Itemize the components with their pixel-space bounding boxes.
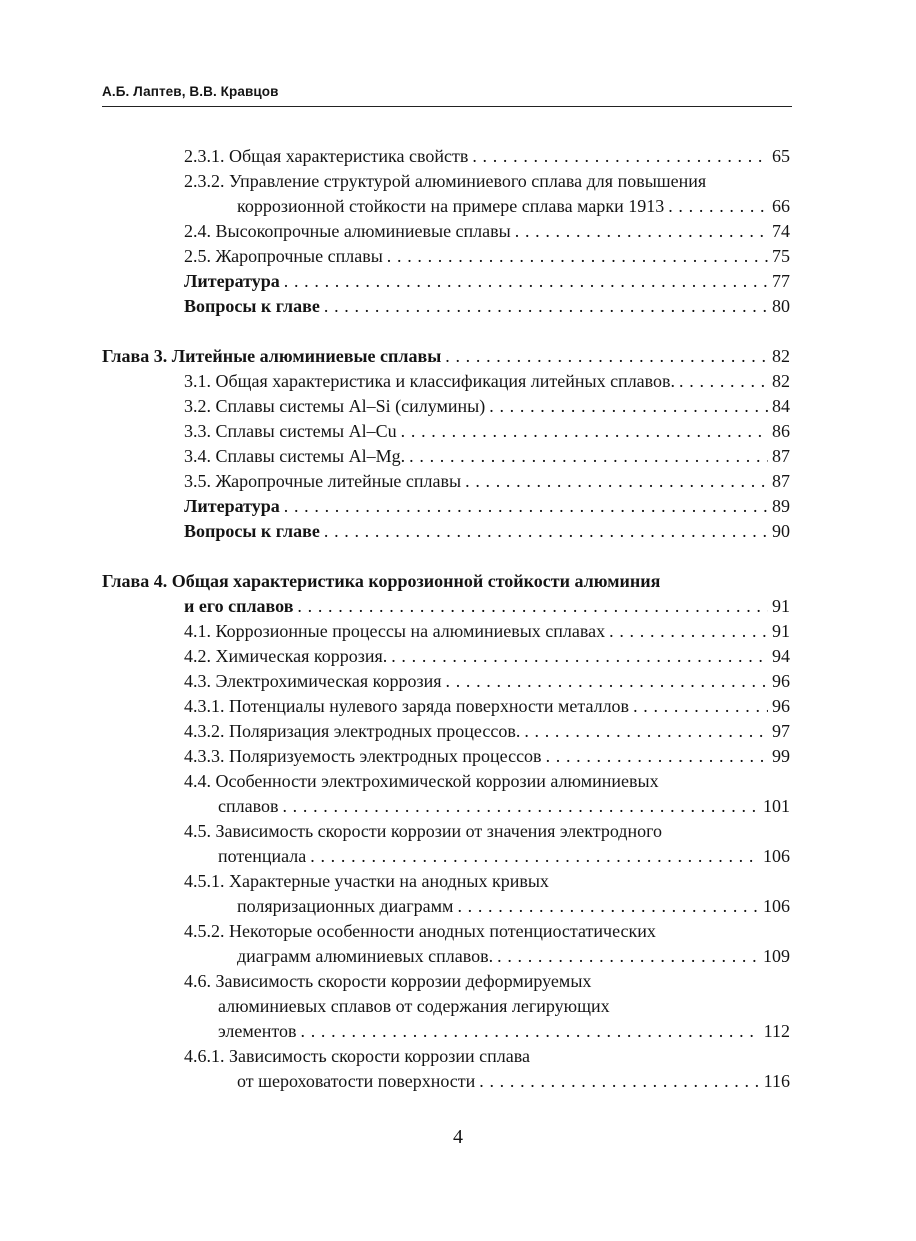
toc-entry-title: 3.1. Общая характеристика и классификация литейных сплавов.: [184, 371, 676, 391]
toc-entry-title: 4.1. Коррозионные процессы на алюминиевых сплавах: [184, 621, 606, 641]
toc-entry-title: 2.4. Высокопрочные алюминиевые сплавы: [184, 221, 511, 241]
toc-entry-page: 99: [772, 746, 790, 766]
toc-entry-title: сплавов: [218, 796, 279, 816]
toc-entry-title[interactable]: 4.5.2. Некоторые особенности анодных потенциостатических: [184, 921, 656, 941]
toc-entry-title: элементов: [218, 1021, 297, 1041]
dot-leader: [397, 419, 768, 444]
dot-leader: [511, 219, 768, 244]
toc-entry-page: 112: [763, 1021, 790, 1041]
toc-entry[interactable]: [184, 719, 790, 744]
dot-leader: [320, 294, 768, 319]
toc-entry[interactable]: [184, 244, 790, 269]
toc-entry-title: 4.3. Электрохимическая коррозия: [184, 671, 442, 691]
toc-entry[interactable]: [237, 894, 790, 919]
dot-leader: [441, 344, 768, 369]
toc-chapter[interactable]: [184, 594, 790, 619]
toc-entry[interactable]: [184, 394, 790, 419]
toc-entry-title: от шероховатости поверхности: [237, 1071, 476, 1091]
toc-entry-page: 77: [772, 271, 790, 291]
dot-leader: [664, 194, 768, 219]
toc-entry-title: Вопросы к главе: [184, 521, 320, 541]
toc-entry-title[interactable]: 4.6.1. Зависимость скорости коррозии сплава: [184, 1046, 530, 1066]
toc-entry-page: 80: [772, 296, 790, 316]
dot-leader: [383, 244, 768, 269]
toc-entry-title[interactable]: 4.5. Зависимость скорости коррозии от значения электродного: [184, 821, 663, 841]
toc-chapter-title: Глава 3. Литейные алюминиевые сплавы: [102, 346, 442, 366]
dot-leader: [542, 744, 768, 769]
toc-entry-page: 82: [772, 346, 790, 366]
dot-leader: [493, 944, 759, 969]
dot-leader: [278, 794, 759, 819]
dot-leader: [297, 1019, 760, 1044]
toc-entry[interactable]: [184, 219, 790, 244]
toc-entry[interactable]: [184, 519, 790, 544]
toc-entry-title: Литература: [184, 271, 280, 291]
toc-entry[interactable]: [184, 669, 790, 694]
toc-entry[interactable]: [218, 844, 790, 869]
toc-entry[interactable]: [184, 694, 790, 719]
toc-entry-page: 86: [772, 421, 790, 441]
toc-entry[interactable]: [184, 419, 790, 444]
header-rule: [102, 106, 792, 107]
toc-entry-title: Вопросы к главе: [184, 296, 320, 316]
page-number: 4: [453, 1126, 463, 1148]
toc-entry-page: 91: [772, 621, 790, 641]
dot-leader: [306, 844, 759, 869]
toc-entry-title[interactable]: 4.6. Зависимость скорости коррозии деформируемых: [184, 971, 592, 991]
toc-entry[interactable]: [218, 1019, 790, 1044]
toc-entry-page: 106: [763, 896, 790, 916]
toc-entry-page: 84: [772, 396, 790, 416]
toc-entry-page: 91: [772, 596, 790, 616]
toc-entry-title: поляризационных диаграмм: [237, 896, 454, 916]
toc-entry-page: 96: [772, 696, 790, 716]
toc-entry-title[interactable]: 4.5.1. Характерные участки на анодных кривых: [184, 871, 549, 891]
toc-entry-title: потенциала: [218, 846, 307, 866]
dot-leader: [320, 519, 768, 544]
toc-entry-title: 2.3.1. Общая характеристика свойств: [184, 146, 469, 166]
toc-entry-page: 74: [772, 221, 790, 241]
dot-leader: [453, 894, 759, 919]
toc-entry-page: 87: [772, 446, 790, 466]
toc-entry[interactable]: [237, 1069, 790, 1094]
toc-entry-page: 75: [772, 246, 790, 266]
toc-entry-title: 3.2. Сплавы системы Al–Si (силумины): [184, 396, 486, 416]
toc-entry-title: 3.5. Жаропрочные литейные сплавы: [184, 471, 462, 491]
dot-leader: [485, 394, 768, 419]
toc-entry-title: 4.3.1. Потенциалы нулевого заряда поверхности металлов: [184, 696, 630, 716]
dot-leader: [293, 594, 768, 619]
toc-entry[interactable]: [184, 269, 790, 294]
toc-entry[interactable]: [184, 469, 790, 494]
toc-entry-title: 3.3. Сплавы системы Al–Cu: [184, 421, 397, 441]
dot-leader: [605, 619, 768, 644]
toc-chapter-title: и его сплавов: [184, 596, 294, 616]
toc-entry-title: коррозионной стойкости на примере сплава марки 1913: [237, 196, 665, 216]
toc-entry-title: 4.2. Химическая коррозия.: [184, 646, 388, 666]
dot-leader: [475, 1069, 759, 1094]
toc-chapter[interactable]: [102, 344, 790, 369]
toc-entry[interactable]: [184, 744, 790, 769]
toc-chapter-title[interactable]: Глава 4. Общая характеристика коррозионной стойкости алюминия: [102, 571, 661, 591]
toc-entry[interactable]: [184, 444, 790, 469]
toc-entry-page: 96: [772, 671, 790, 691]
toc-entry-page: 106: [763, 846, 790, 866]
toc-entry[interactable]: [184, 644, 790, 669]
toc-entry-title[interactable]: 2.3.2. Управление структурой алюминиевого сплава для повышения: [184, 171, 707, 191]
dot-leader: [461, 469, 768, 494]
toc-entry-page: 87: [772, 471, 790, 491]
toc-entry-page: 82: [772, 371, 790, 391]
dot-leader: [405, 444, 768, 469]
toc-entry-title: 2.5. Жаропрочные сплавы: [184, 246, 383, 266]
toc-entry[interactable]: [184, 619, 790, 644]
toc-entry[interactable]: [237, 944, 790, 969]
toc-entry[interactable]: [237, 194, 790, 219]
dot-leader: [280, 269, 768, 294]
toc-entry-page: 101: [763, 796, 790, 816]
toc-entry-page: 116: [763, 1071, 790, 1091]
dot-leader: [280, 494, 768, 519]
dot-leader: [629, 694, 768, 719]
toc-entry[interactable]: [184, 369, 790, 394]
toc-entry-title: диаграмм алюминиевых сплавов.: [237, 946, 494, 966]
toc-entry-title: 4.3.3. Поляризуемость электродных процессов: [184, 746, 542, 766]
dot-leader: [442, 669, 769, 694]
running-head: А.Б. Лаптев, В.В. Кравцов: [102, 84, 279, 99]
toc-entry-page: 65: [772, 146, 790, 166]
toc-entry-page: 109: [763, 946, 790, 966]
toc-entry[interactable]: [184, 144, 790, 169]
toc-entry[interactable]: [218, 794, 790, 819]
toc-entry[interactable]: [184, 294, 790, 319]
toc-entry-page: 97: [772, 721, 790, 741]
toc-entry-page: 90: [772, 521, 790, 541]
toc-entry-title: 4.3.2. Поляризация электродных процессов.: [184, 721, 521, 741]
dot-leader: [520, 719, 768, 744]
toc-entry-page: 66: [772, 196, 790, 216]
toc-entry-page: 94: [772, 646, 790, 666]
toc-entry-page: 89: [772, 496, 790, 516]
toc-entry[interactable]: [184, 494, 790, 519]
toc-entry-title: 3.4. Сплавы системы Al–Mg.: [184, 446, 406, 466]
dot-leader: [468, 144, 768, 169]
toc-entry-title: алюминиевых сплавов от содержания легирующих: [218, 996, 610, 1016]
dot-leader: [387, 644, 768, 669]
toc-entry-title[interactable]: 4.4. Особенности электрохимической коррозии алюминиевых: [184, 771, 659, 791]
dot-leader: [675, 369, 768, 394]
toc-entry-title: Литература: [184, 496, 280, 516]
